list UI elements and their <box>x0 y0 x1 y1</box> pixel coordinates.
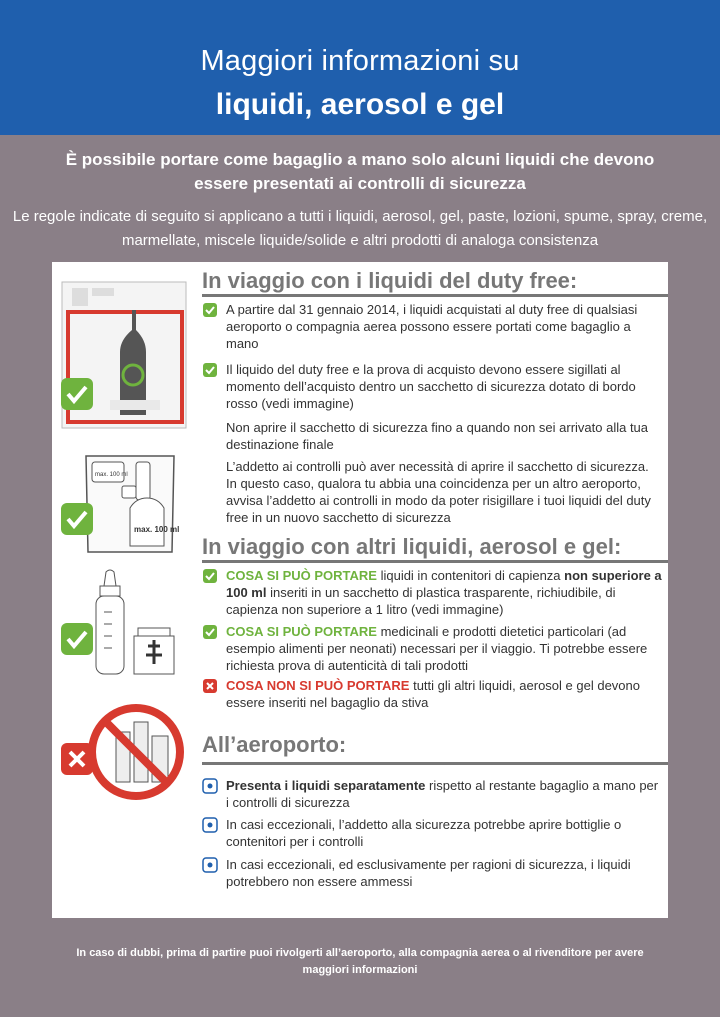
info-panel <box>52 262 668 918</box>
plastic-bag-illustration <box>80 448 180 558</box>
duty-free-item-1: A partire dal 31 gennaio 2014, i liquidi acquistati al duty free di qualsiasi aeroporto o compagnia aerea possono essere portati come bagaglio a mano <box>226 302 638 351</box>
list-item <box>202 623 662 674</box>
check-bullet-icon <box>202 568 218 584</box>
check-icon <box>60 622 94 656</box>
item-text: medicinali e prodotti dietetici particolari (ad esempio alimenti per neonati) necessari per il viaggio. Ti potrebbe essere richiesta prova di autenticità di tali prodotti <box>226 624 648 673</box>
airport-item-2: In casi eccezionali, l’addetto alla sicurezza potrebbe aprire bottiglie o contenitori per i controlli <box>226 817 622 849</box>
list-item <box>202 361 662 412</box>
footer-note: In caso di dubbi, prima di partire puoi rivolgerti all’aeroporto, alla compagnia aerea o al rivenditore per avere maggiori informazioni <box>76 947 644 976</box>
list-item <box>202 301 662 352</box>
item-bold-text: Presenta i liquidi separatamente <box>226 778 426 793</box>
duty-free-item-4: L’addetto ai controlli può aver necessità di aprire il sacchetto di sicurezza. In questo caso, qualora tu abbia una coincidenza per un altro aeroporto, avvisa l’addetto ai controlli in modo da poter risigillare i tuoi liquidi del duty free in un nuovo sacchetto di sicurezza <box>226 459 651 525</box>
header-title-line2: liquidi, aerosol e gel <box>215 88 505 121</box>
check-bullet-icon <box>202 624 218 640</box>
list-item <box>202 777 662 811</box>
bag-label: max. 100 ml <box>134 525 180 534</box>
duty-free-item-2: Il liquido del duty free e la prova di acquisto devono essere sigillati al momento dell’acquisto dentro un sacchetto di sicurezza dotato di bordo rosso (vedi immagine) <box>226 362 636 411</box>
allowed-label: COSA SI PUÒ PORTARE <box>226 568 377 583</box>
baby-bottle-medicine-illustration <box>88 568 198 678</box>
check-bullet-icon <box>202 302 218 318</box>
section-divider <box>202 294 668 297</box>
other-liquids-title: In viaggio con altri liquidi, aerosol e gel: <box>202 534 622 559</box>
bag-small-label: max. 100 ml <box>95 472 128 478</box>
duty-free-title: In viaggio con i liquidi del duty free: <box>202 268 578 293</box>
item-text: inseriti in un sacchetto di plastica trasparente, richiudibile, di capienza non superiore a 1 litro (vedi immagine) <box>226 585 616 617</box>
airport-item-3: In casi eccezionali, ed esclusivamente per ragioni di sicurezza, i liquidi potrebbero non essere ammessi <box>226 857 631 889</box>
list-item <box>202 677 662 711</box>
check-icon <box>60 377 94 411</box>
bullet-icon <box>202 817 218 833</box>
section-divider <box>202 762 668 765</box>
page-header <box>0 0 720 135</box>
item-text: liquidi in contenitori di capienza <box>376 568 565 583</box>
item-text: rispetto al restante bagaglio a mano per i controlli di sicurezza <box>226 778 659 810</box>
list-item <box>202 816 662 850</box>
list-item <box>202 419 662 453</box>
intro-text: Le regole indicate di seguito si applicano a tutti i liquidi, aerosol, gel, paste, lozioni, spume, spray, creme, marmellate, miscele liquide/solide e altri prodotti di analoga consistenza <box>12 208 708 249</box>
item-bold-text: non superiore a 100 ml <box>226 568 662 600</box>
check-icon <box>60 502 94 536</box>
section-divider <box>202 560 668 563</box>
header-title-line1: Maggiori informazioni su <box>200 45 520 77</box>
duty-free-item-3: Non aprire il sacchetto di sicurezza fino a quando non sei arrivato alla tua destinazione finale <box>226 420 649 452</box>
list-item <box>202 856 662 890</box>
allowed-label: COSA SI PUÒ PORTARE <box>226 624 377 639</box>
prohibited-liquids-illustration <box>86 702 186 802</box>
not-allowed-label: COSA NON SI PUÒ PORTARE <box>226 678 410 693</box>
bullet-icon <box>202 857 218 873</box>
list-item <box>202 458 662 526</box>
item-text: tutti gli altri liquidi, aerosol e gel devono essere inseriti nel bagaglio da stiva <box>226 678 640 710</box>
bullet-icon <box>202 778 218 794</box>
check-bullet-icon <box>202 362 218 378</box>
intro-bold-text: È possibile portare come bagaglio a mano solo alcuni liquidi che devono essere presentati ai controlli di sicurezza <box>65 150 655 193</box>
cross-icon <box>60 742 94 776</box>
cross-bullet-icon <box>202 678 218 694</box>
list-item <box>202 567 662 618</box>
airport-title: All’aeroporto: <box>202 732 347 757</box>
